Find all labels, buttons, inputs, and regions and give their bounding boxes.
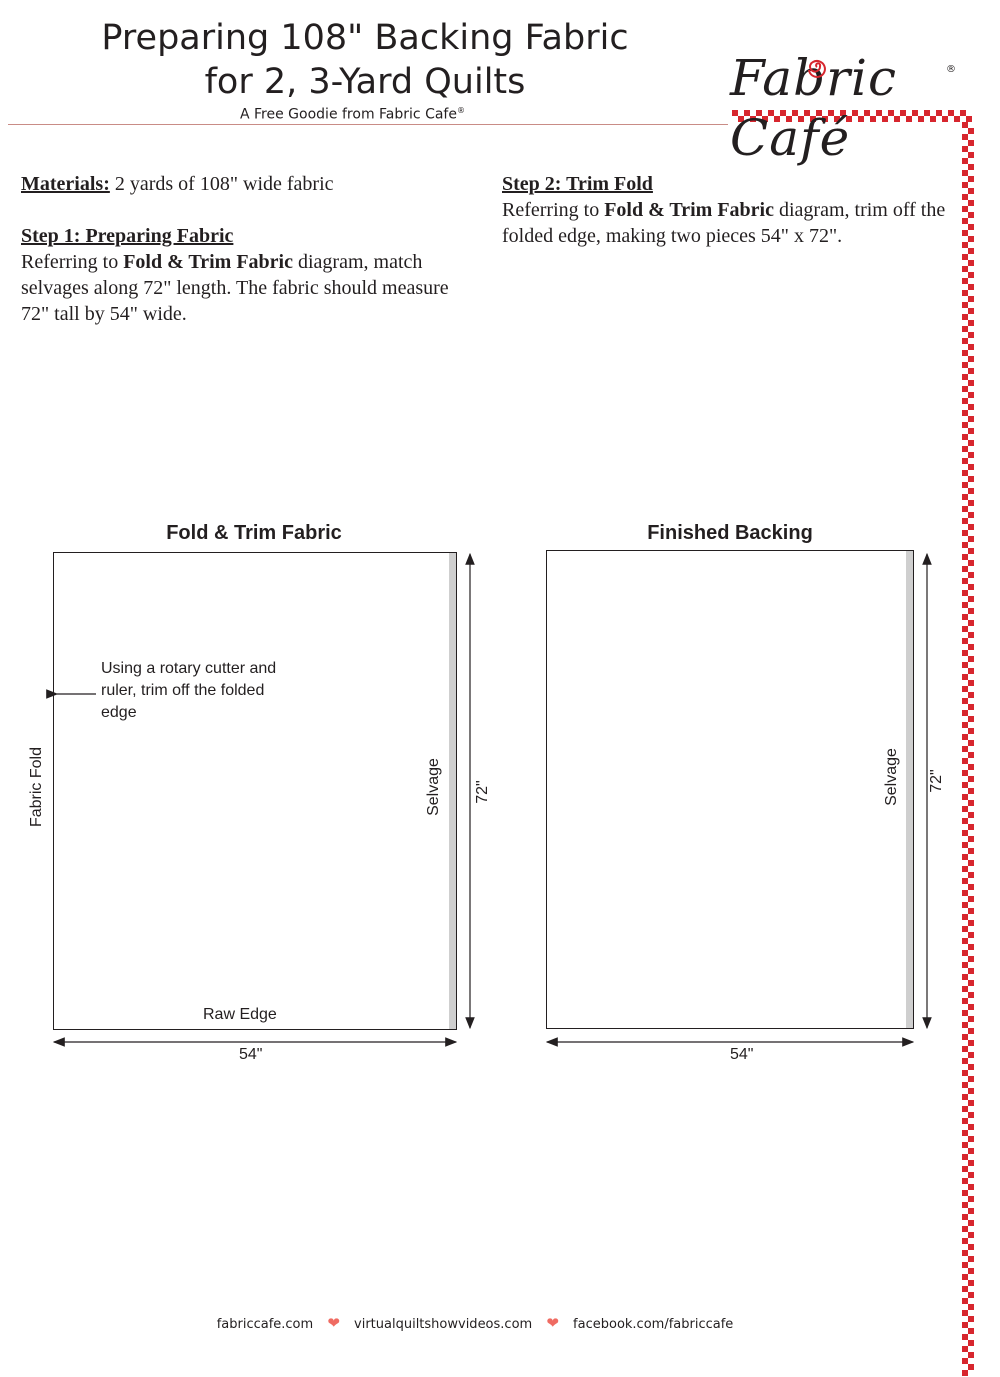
checker-square [968, 1328, 974, 1334]
checker-square [962, 530, 968, 536]
checker-square [962, 314, 968, 320]
checker-square [962, 1214, 968, 1220]
trim-note: Using a rotary cutter and ruler, trim off the folded edge [101, 660, 277, 721]
checker-square [968, 272, 974, 278]
checker-square [962, 230, 968, 236]
checker-square [962, 1322, 968, 1328]
checker-square [962, 1334, 968, 1340]
checker-square [962, 386, 968, 392]
checker-square [962, 326, 968, 332]
checker-square [968, 500, 974, 506]
checker-square [962, 1082, 968, 1088]
step2-bold: Fold & Trim Fabric [604, 199, 774, 221]
step1-section [21, 223, 471, 327]
checker-square [962, 1118, 968, 1124]
step2-section [502, 171, 952, 249]
finished-selvage-label: Selvage [883, 748, 900, 806]
finished-backing-title: Finished Backing [647, 522, 813, 544]
checker-square [968, 428, 974, 434]
checker-square [962, 506, 968, 512]
checker-square [968, 488, 974, 494]
checker-square [968, 1196, 974, 1202]
heart-icon: ❤ [327, 1314, 340, 1332]
step2-heading: Step 2: Trim Fold [502, 173, 653, 195]
step1-text-b: diagram, match selvages along 72" length. The fabric should measure 72" tall by 54" wide. [21, 251, 449, 325]
checker-square [962, 1358, 968, 1364]
checker-square [968, 200, 974, 206]
checker-square [968, 1172, 974, 1178]
checker-square [962, 422, 968, 428]
checker-square [968, 308, 974, 314]
checker-square [962, 1130, 968, 1136]
checker-square [962, 278, 968, 284]
page-subtitle [240, 106, 465, 123]
checker-square [968, 1076, 974, 1082]
checker-square [962, 1262, 968, 1268]
checker-square [962, 1154, 968, 1160]
checker-square [962, 458, 968, 464]
checker-square [968, 524, 974, 530]
checker-square [962, 446, 968, 452]
checker-square [962, 206, 968, 212]
checker-square [962, 1094, 968, 1100]
checker-square [962, 410, 968, 416]
checker-square [968, 1220, 974, 1226]
fold-selvage-label: Selvage [425, 758, 442, 816]
fold-selvage-strip [449, 553, 456, 1029]
fold-trim-diagram [0, 540, 1000, 1060]
checker-square [962, 398, 968, 404]
checker-square [962, 242, 968, 248]
checker-square [962, 338, 968, 344]
checker-square [962, 1190, 968, 1196]
checker-square [968, 1256, 974, 1262]
checker-square [962, 194, 968, 200]
checker-square [962, 518, 968, 524]
footer [0, 1314, 950, 1332]
checker-square [962, 1286, 968, 1292]
checker-square [968, 392, 974, 398]
checker-square [968, 1160, 974, 1166]
checker-square [968, 416, 974, 422]
step1-heading: Step 1: Preparing Fabric [21, 225, 234, 247]
checker-square [968, 176, 974, 182]
logo-registered-mark: ® [946, 64, 956, 75]
checker-square [968, 1112, 974, 1118]
checker-square [968, 1124, 974, 1130]
checker-square [962, 1178, 968, 1184]
fabric-fold-label: Fabric Fold [28, 746, 45, 828]
checker-square [968, 224, 974, 230]
checker-square [968, 248, 974, 254]
checker-square [968, 368, 974, 374]
checker-square [962, 374, 968, 380]
checker-square [962, 170, 968, 176]
raw-edge-label: Raw Edge [203, 1006, 277, 1023]
checker-square [962, 1310, 968, 1316]
checker-square [962, 350, 968, 356]
subtitle-text: A Free Goodie from Fabric Cafe [240, 106, 457, 123]
checker-square [962, 1202, 968, 1208]
finished-width-label: 54" [730, 1046, 754, 1063]
checker-square [962, 494, 968, 500]
checker-square [968, 212, 974, 218]
checker-square [968, 464, 974, 470]
checker-square [968, 188, 974, 194]
header-divider [8, 124, 728, 125]
checker-square [962, 254, 968, 260]
checker-square [962, 362, 968, 368]
checker-square [962, 1070, 968, 1076]
materials-section [21, 171, 471, 197]
finished-height-label: 72" [928, 769, 945, 793]
fold-fabric-rect [54, 553, 457, 1030]
checker-square [968, 356, 974, 362]
step1-text-a: Referring to [21, 251, 124, 273]
step2-text-b: diagram, trim off the folded edge, making two pieces 54" x 72". [502, 199, 946, 247]
checker-square [968, 1280, 974, 1286]
fold-height-label: 72" [474, 780, 491, 804]
checker-square [962, 482, 968, 488]
checker-square [968, 1244, 974, 1250]
checker-square [968, 1340, 974, 1346]
checker-square [968, 1292, 974, 1298]
checker-square [962, 1346, 968, 1352]
checker-square [962, 1166, 968, 1172]
page-title-line2: for 2, 3-Yard Quilts [204, 62, 526, 102]
checker-square [962, 1142, 968, 1148]
materials-label: Materials: [21, 173, 110, 195]
checker-square [962, 1298, 968, 1304]
checker-square [968, 1184, 974, 1190]
checker-square [968, 1364, 974, 1370]
page-title-line1: Preparing 108" Backing Fabric [101, 18, 629, 58]
checker-square [968, 1100, 974, 1106]
fold-width-label: 54" [239, 1046, 263, 1063]
checker-square [968, 344, 974, 350]
fold-trim-diagram-title: Fold & Trim Fabric [166, 522, 342, 544]
page-title [60, 16, 670, 104]
checker-square [968, 320, 974, 326]
checker-square [968, 260, 974, 266]
checker-square [968, 512, 974, 518]
checker-square [962, 218, 968, 224]
footer-link-facebook[interactable]: facebook.com/fabriccafe [573, 1317, 734, 1332]
checker-square [962, 302, 968, 308]
checker-square [968, 1352, 974, 1358]
registered-mark: ® [456, 106, 465, 115]
checker-square [968, 1304, 974, 1310]
checker-square [968, 1136, 974, 1142]
checker-square [968, 1208, 974, 1214]
checker-square [962, 266, 968, 272]
checker-square [962, 1370, 968, 1376]
checker-square [962, 182, 968, 188]
checker-square [962, 1226, 968, 1232]
footer-link-vqsv[interactable]: virtualquiltshowvideos.com [354, 1317, 533, 1332]
checker-square [962, 1250, 968, 1256]
finished-fabric-rect [547, 551, 914, 1029]
checker-square [962, 1238, 968, 1244]
checker-square [968, 404, 974, 410]
checker-square [968, 1316, 974, 1322]
checker-square [968, 1088, 974, 1094]
heart-icon: ❤ [546, 1314, 559, 1332]
checker-square [968, 380, 974, 386]
checker-square [968, 332, 974, 338]
checker-square [962, 1106, 968, 1112]
checker-square [962, 1274, 968, 1280]
checker-square [968, 1148, 974, 1154]
checker-square [962, 470, 968, 476]
checker-square [968, 1232, 974, 1238]
checker-square [968, 440, 974, 446]
checker-square [968, 284, 974, 290]
step1-bold: Fold & Trim Fabric [123, 251, 293, 273]
checker-square [968, 476, 974, 482]
footer-link-fabriccafe[interactable]: fabriccafe.com [216, 1317, 314, 1332]
checker-square [968, 452, 974, 458]
checker-square [968, 236, 974, 242]
step2-text-a: Referring to [502, 199, 605, 221]
checker-square [962, 434, 968, 440]
finished-selvage-strip [906, 551, 913, 1028]
swirl-icon [806, 56, 828, 78]
checker-square [968, 296, 974, 302]
checker-square [968, 1268, 974, 1274]
logo-wordmark: Fabric Café [730, 49, 898, 167]
checker-square [968, 1064, 974, 1070]
materials-text: 2 yards of 108" wide fabric [109, 173, 334, 195]
checker-square [962, 290, 968, 296]
